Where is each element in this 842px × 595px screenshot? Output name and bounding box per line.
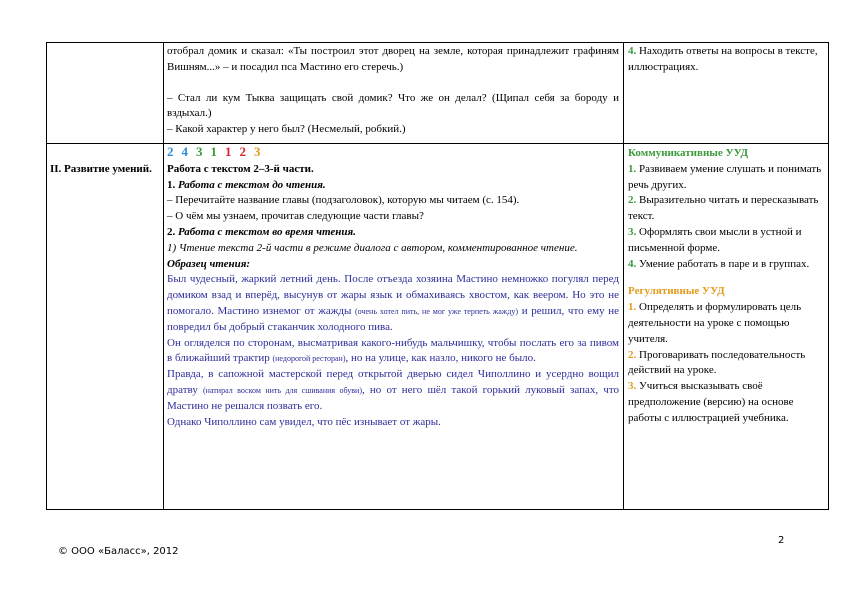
digit: 4 xyxy=(181,144,188,159)
row1-uud xyxy=(628,44,824,76)
question: – Перечитайте название главы (подзаголовок), которую мы читаем (с. 154). xyxy=(167,194,520,207)
digit: 1 xyxy=(225,144,232,159)
col-divider-1 xyxy=(163,42,164,510)
communicative-uud-title: Коммуникативные УУД xyxy=(628,147,749,159)
digit: 2 xyxy=(239,144,246,159)
story-paragraph xyxy=(167,367,619,414)
story-paragraph xyxy=(167,272,619,335)
row1-paragraph: отобрал домик и сказал: «Ты построил этот дворец на земле, которая принадлежит графиням Вишням...» – и посадил пса Мастино его стеречь.) xyxy=(167,45,619,73)
list-number: 1. xyxy=(167,178,176,191)
subsection-title: Работа с текстом до чтения. xyxy=(178,178,326,191)
reading-mode: 1) Чтение текста 2-й части в режиме диалога с автором, комментированное чтение. xyxy=(167,241,578,254)
uud-item: Умение работать в паре и в группах. xyxy=(639,257,810,270)
list-number: 4. xyxy=(628,45,637,57)
uud-item: Проговаривать последовательность действий на уроке. xyxy=(628,348,806,377)
table-border-left xyxy=(46,42,47,510)
col-divider-2 xyxy=(623,42,624,510)
digit: 1 xyxy=(210,144,217,159)
subsection-title: Работа с текстом во время чтения. xyxy=(178,225,356,238)
spacer xyxy=(167,76,619,91)
row1-question: – Стал ли кум Тыква защищать свой домик? Что же он делал? (Щипал себя за бороду и вздыхал.) xyxy=(167,91,619,120)
uud-item: Находить ответы на вопросы в тексте, иллюстрациях. xyxy=(628,45,818,73)
row1-question: – Какой характер у него был? (Несмелый, робкий.) xyxy=(167,123,406,136)
uud-item: Развиваем умение слушать и понимать речь других. xyxy=(628,162,822,191)
story-text: , но на улице, как назло, никого не было. xyxy=(345,352,536,365)
row1-text xyxy=(167,44,619,138)
list-number: 1. xyxy=(628,301,637,314)
question: – О чём мы узнаем, прочитав следующие части главы? xyxy=(167,210,424,223)
uud-item: Выразительно читать и пересказывать текст. xyxy=(628,194,819,223)
story-gloss: (очень хотел пить, не мог уже терпеть жажду) xyxy=(355,306,519,316)
story-text: Был чудесный, жаркий летний день. После отъезда хозяина Мастино немножко погулял перед домиком взад и вперёд, высунув от жары язык и обмахиваясь хвостом, как веером. Но это не помогало. Мастино изнемог от жажды xyxy=(167,273,619,317)
story-text: Правда, в сапожной мастерской перед открытой дверью сидел Чиполлино и усердно вощил дратву xyxy=(167,368,619,396)
story-text: Он огляделся по сторонам, высматривая какого-нибудь мальчишку, чтобы послать его за пивом в ближайший трактир xyxy=(167,336,619,365)
table-border-right xyxy=(828,42,829,510)
list-number: 3. xyxy=(628,380,637,393)
list-number: 2. xyxy=(628,348,637,361)
section-title: Работа с текстом 2–3-й части. xyxy=(167,162,314,175)
digit: 2 xyxy=(167,144,174,159)
sample-heading: Образец чтения: xyxy=(167,257,251,270)
list-number: 2. xyxy=(628,194,637,207)
list-number: 2. xyxy=(167,225,176,238)
story-gloss: (натирал воском нить для сшивания обуви) xyxy=(203,385,362,395)
spacer xyxy=(628,272,824,284)
list-number: 4. xyxy=(628,257,637,270)
uud-item: Оформлять свои мысли в устной и письменной форме. xyxy=(628,225,802,254)
uud-item: Определять и формулировать цель деятельности на уроке с помощью учителя. xyxy=(628,301,802,345)
list-number: 1. xyxy=(628,162,637,175)
row2-text xyxy=(167,144,619,430)
digit: 3 xyxy=(196,144,203,159)
story-text: и решил, что ему не повредил бы добрый стаканчик холодного пива. xyxy=(167,304,620,333)
color-digits xyxy=(167,144,619,162)
uud-item: Учиться высказывать своё предположение (версию) на основе работы с иллюстрацией учебника. xyxy=(628,380,794,424)
page-number: 2 xyxy=(778,535,785,546)
lesson-table xyxy=(46,42,829,510)
regulatory-uud-title: Регулятивные УУД xyxy=(628,285,725,298)
story-paragraph xyxy=(167,336,619,368)
copyright-footer: © ООО «Баласс», 2012 xyxy=(58,546,179,557)
digit: 3 xyxy=(254,144,261,159)
list-number: 3. xyxy=(628,225,637,238)
row2-uud xyxy=(628,146,824,427)
stage-title: II. Развитие умений. xyxy=(50,163,152,175)
story-text: , но от него шёл такой горький луковый запах, что Мастино не решался позвать его. xyxy=(167,383,620,412)
story-gloss: (недорогой ресторан) xyxy=(272,354,346,364)
story-paragraph: Однако Чиполлино сам увидел, что пёс изнывает от жары. xyxy=(167,415,441,428)
